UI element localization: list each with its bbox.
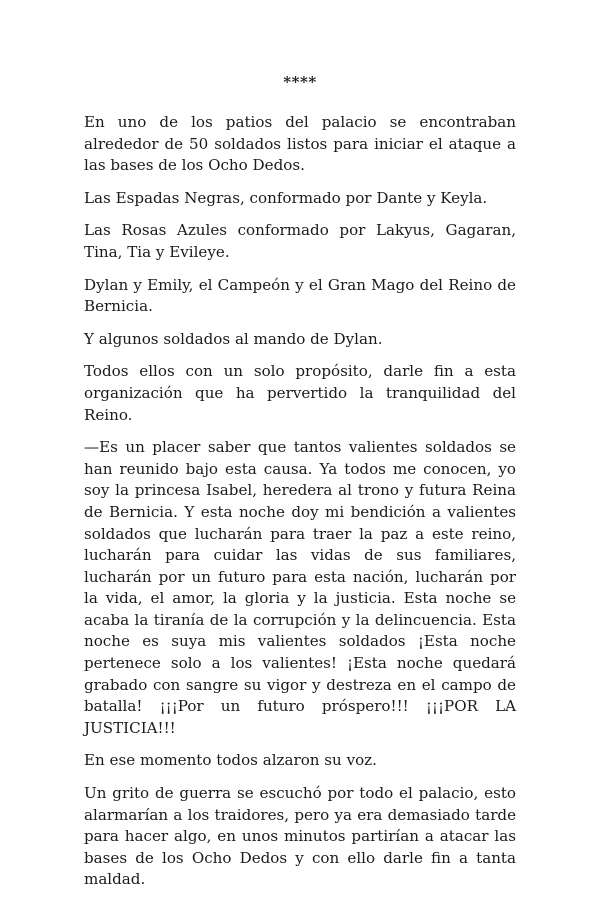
paragraph-speech: —Es un placer saber que tantos valientes soldados se han reunido bajo esta causa. Ya todos me conocen, yo soy la princesa Isabel, heredera al trono y futura Reina de Bernicia. Y esta noche doy mi bendición a valientes soldados que lucharán para traer la paz a este reino, lucharán para cuidar las vidas de sus familiares, lucharán por un futuro para esta nación, lucharán por la vida, el amor, la gloria y la justicia. Esta noche se acaba la tiranía de la corrupción y la delincuencia. Esta noche es suya mis valientes soldados ¡Esta noche pertenece solo a los valientes! ¡Esta noche quedará grabado con sangre su vigor y destreza en el campo de batalla! ¡¡¡Por un futuro próspero!!! ¡¡¡POR LA JUSTICIA!!! [84, 438, 516, 737]
section-separator: **** [283, 73, 317, 91]
paragraph: Las Espadas Negras, conformado por Dante y Keyla. [84, 188, 488, 207]
paragraph: Y algunos soldados al mando de Dylan. [84, 329, 383, 348]
paragraph: Las Rosas Azules conformado por Lakyus, Gagaran, Tina, Tia y Evileye. [84, 221, 516, 261]
paragraph: Un grito de guerra se escuchó por todo el palacio, esto alarmarían a los traidores, pero ya era demasiado tarde para hacer algo, en unos minutos partirían a atacar las bases de los Ocho Dedos y con ello darle fin a tanta maldad. [84, 784, 516, 889]
paragraph: Todos ellos con un solo propósito, darle fin a esta organización que ha pervertido la tranquilidad del Reino. [84, 362, 516, 424]
paragraph: En uno de los patios del palacio se encontraban alrededor de 50 soldados listos para iniciar el ataque a las bases de los Ocho Dedos. [84, 113, 516, 175]
paragraph: Dylan y Emily, el Campeón y el Gran Mago del Reino de Bernicia. [84, 275, 516, 316]
paragraph: En ese momento todos alzaron su voz. [84, 751, 377, 770]
